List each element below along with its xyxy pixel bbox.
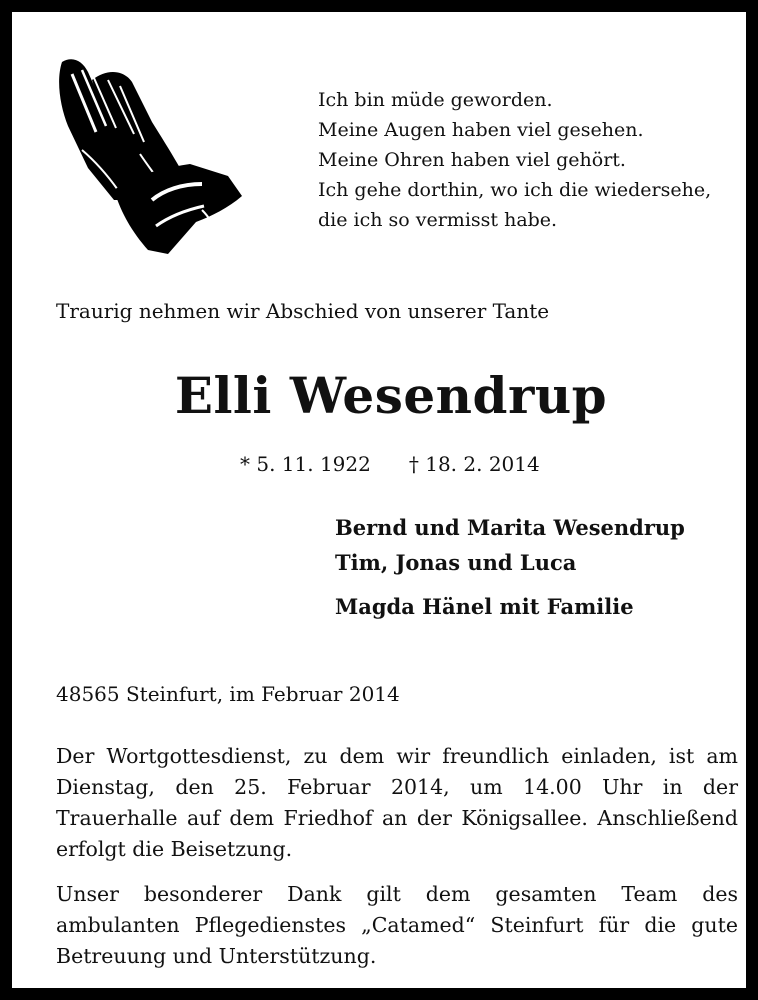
poem xyxy=(318,85,711,235)
poem-line: Meine Augen haben viel gesehen. xyxy=(318,119,644,141)
mourner-line: Magda Hänel mit Familie xyxy=(335,594,634,619)
intro-text: Traurig nehmen wir Abschied von unserer Tante xyxy=(56,299,550,323)
deceased-name: Elli Wesendrup xyxy=(174,366,608,425)
mourner-line: Tim, Jonas und Luca xyxy=(335,550,577,575)
thanks-paragraph: Unser besonderer Dank gilt dem gesamten Team des ambulanten Pflegedienstes „Catamed“ Steinfurt für die gute Betreuung und Unterstützung. xyxy=(56,882,738,968)
praying-hands-icon xyxy=(52,50,247,258)
mourner-line: Bernd und Marita Wesendrup xyxy=(335,515,685,540)
poem-line: die ich so vermisst habe. xyxy=(318,209,558,231)
death-date: † 18. 2. 2014 xyxy=(408,452,540,476)
birth-date: * 5. 11. 1922 xyxy=(240,452,371,476)
poem-line: Ich bin müde geworden. xyxy=(318,89,553,111)
life-dates xyxy=(240,452,540,476)
poem-line: Ich gehe dorthin, wo ich die wiedersehe, xyxy=(318,179,712,201)
poem-line: Meine Ohren haben viel gehört. xyxy=(318,149,626,171)
place-date: 48565 Steinfurt, im Februar 2014 xyxy=(56,682,400,706)
service-paragraph: Der Wortgottesdienst, zu dem wir freundlich einladen, ist am Dienstag, den 25. Februar 2014, um 14.00 Uhr in der Trauerhalle auf dem Friedhof an der Königsallee. Anschließend erfolgt die Beisetzung. xyxy=(56,744,738,861)
